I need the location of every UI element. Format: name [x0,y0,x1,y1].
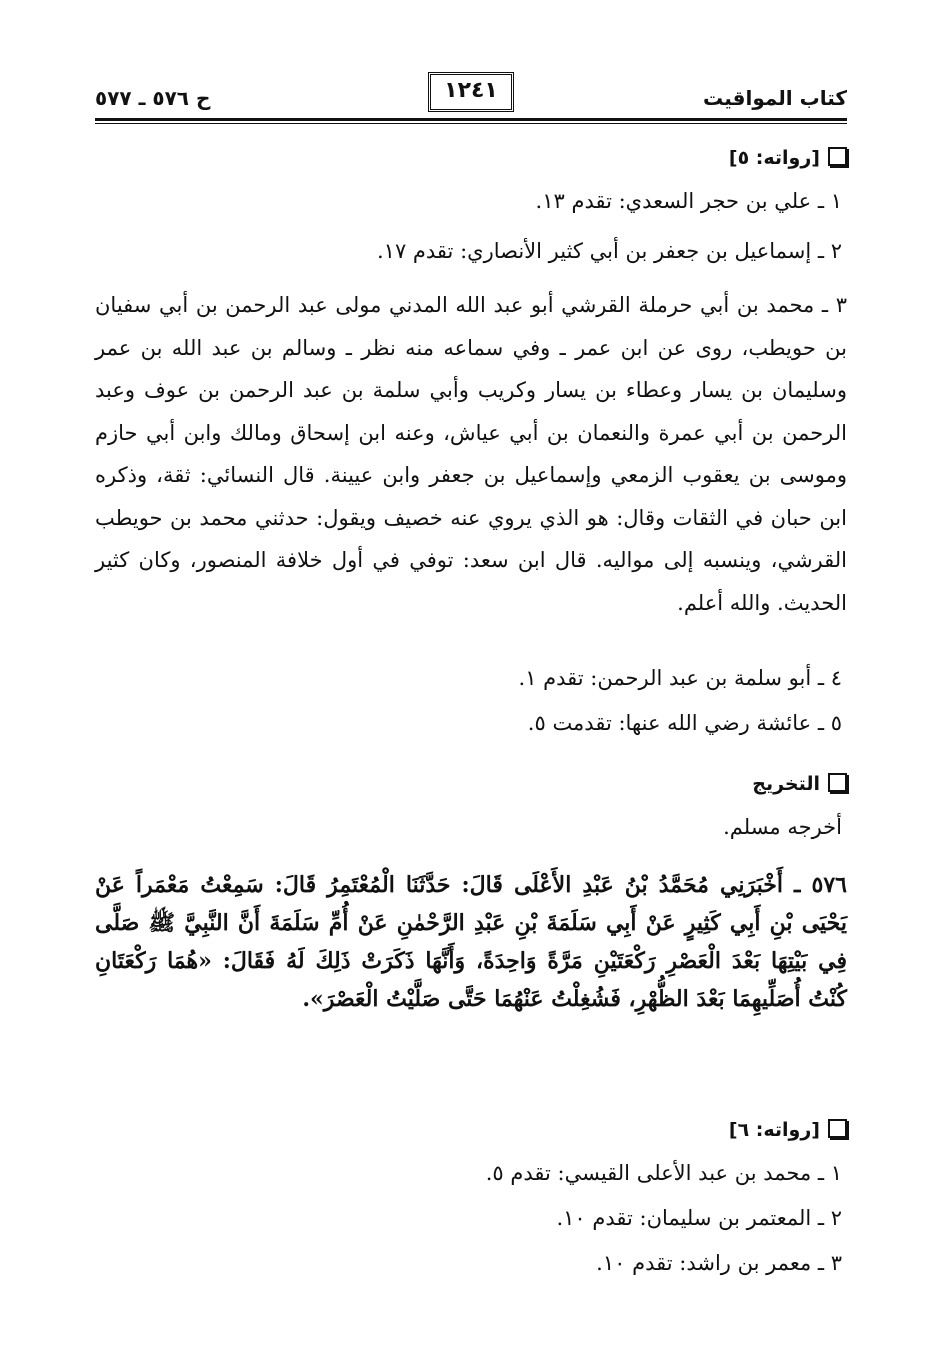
narrator-item: ١ ـ محمد بن عبد الأعلى القيسي: تقدم ٥. [485,1161,842,1185]
hadith-range: ح ٥٧٦ ـ ٥٧٧ [95,86,211,110]
narrator-item: ٢ ـ إسماعيل بن جعفر بن أبي كثير الأنصاري: تقدم ١٧. [376,239,842,263]
header-rule-thin [95,123,847,124]
takhrij-text: أخرجه مسلم. [723,815,842,839]
narrators-heading-1 [729,144,847,172]
takhrij-heading-label: التخريج [752,773,820,795]
page-header [95,70,847,120]
narrator-item: ٤ ـ أبو سلمة بن عبد الرحمن: تقدم ١. [518,666,842,690]
narrators-heading-label: [رواته: ٦] [728,1119,820,1141]
page-number: ١٢٤١ [428,72,514,112]
chapter-title: كتاب المواقيت [703,86,847,110]
takhrij-heading [752,770,847,798]
narrator-bio-paragraph: ٣ ـ محمد بن أبي حرملة القرشي أبو عبد الله المدني مولى عبد الرحمن بن أبي سفيان بن حويطب، روى عن ابن عمر ـ وفي سماعه منه نظر ـ وسالم بن عبد الله بن عمر وسليمان بن يسار وعطاء بن يسار وكريب وأبي سلمة بن عبد الرحمن بن عوف وعبد الرحمن بن أبي عمرة والنعمان بن أبي عياش، وعنه ابن إسحاق ومالك وابن أبي حازم وموسى بن يعقوب الزمعي وإسماعيل بن جعفر وابن عيينة. قال النسائي: ثقة، وذكره ابن حبان في الثقات وقال: هو الذي يروي عنه خصيف ويقول: حدثني محمد بن حويطب القرشي، وينسبه إلى مواليه. قال ابن سعد: توفي في أول خلافة المنصور، وكان كثير الحديث. والله أعلم. [95,293,847,615]
narrators-heading-label: [رواته: ٥] [728,147,820,169]
checkbox-icon [828,147,847,166]
checkbox-icon [828,1119,847,1138]
narrator-item: ٣ ـ معمر بن راشد: تقدم ١٠. [596,1251,842,1275]
narrators-heading-2 [729,1116,847,1144]
checkbox-icon [828,773,847,792]
hadith-text: ٥٧٦ ـ أَخْبَرَنِي مُحَمَّدُ بْنُ عَبْدِ الأَعْلَى قَالَ: حَدَّثَنَا الْمُعْتَمِرُ قَالَ: سَمِعْتُ مَعْمَراً عَنْ يَحْيَى بْنِ أَبِي كَثِيرٍ عَنْ أَبِي سَلَمَةَ بْنِ عَبْدِ الرَّحْمٰنِ عَنْ أُمِّ سَلَمَةَ أَنَّ النَّبِيَّ ﷺ صَلَّى فِي بَيْتِهَا بَعْدَ الْعَصْرِ رَكْعَتَيْنِ مَرَّةً وَاحِدَةً، وَأَنَّهَا ذَكَرَتْ ذَلِكَ لَهُ فَقَالَ: «هُمَا رَكْعَتَانِ كُنْتُ أُصَلِّيهِمَا بَعْدَ الظُّهْرِ، فَشُغِلْتُ عَنْهُمَا حَتَّى صَلَّيْتُ الْعَصْرَ». [95,872,847,1012]
header-rule [95,118,847,121]
narrator-item: ٢ ـ المعتمر بن سليمان: تقدم ١٠. [556,1206,842,1230]
narrator-item: ١ ـ علي بن حجر السعدي: تقدم ١٣. [535,189,842,213]
narrator-item: ٥ ـ عائشة رضي الله عنها: تقدمت ٥. [527,711,842,735]
